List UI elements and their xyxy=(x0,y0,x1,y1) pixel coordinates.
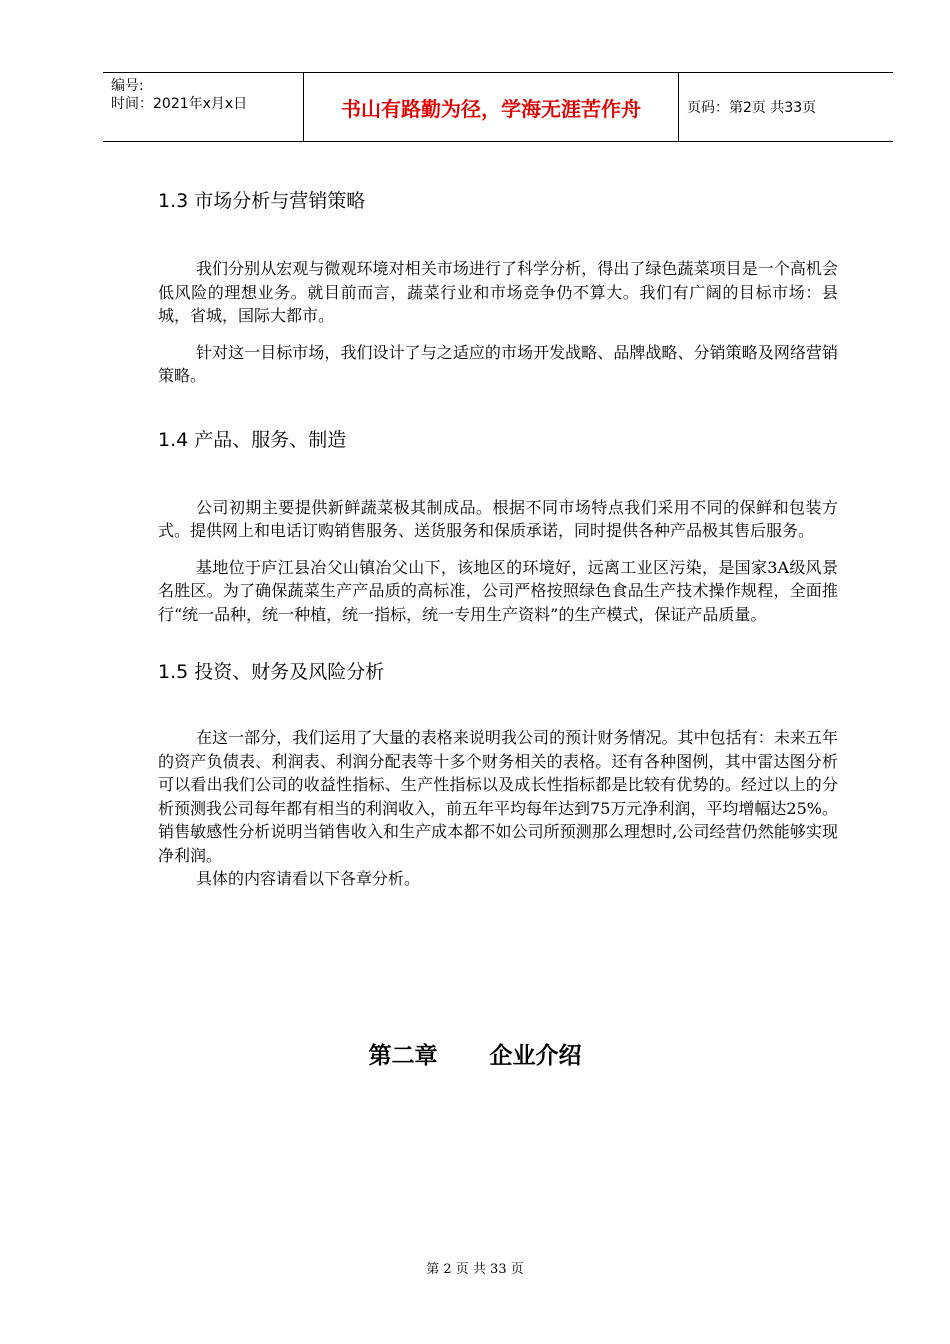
paragraph: 针对这一目标市场，我们设计了与之适应的市场开发战略、品牌战略、分销策略及网络营销策略。 xyxy=(158,342,838,385)
chapter-number: 第二章 xyxy=(368,1043,438,1069)
number-label: 编号: xyxy=(111,78,144,94)
document-body xyxy=(158,185,838,891)
date-label: 时间：2021年x月x日 xyxy=(111,96,248,112)
section-title: 1.5 投资、财务及风险分析 xyxy=(158,661,385,683)
section-title: 1.3 市场分析与营销策略 xyxy=(158,190,366,212)
chapter-title: 企业介绍 xyxy=(489,1043,582,1069)
header-motto: 书山有路勤为径，学海无涯苦作舟 xyxy=(304,73,679,141)
paragraph: 我们分别从宏观与微观环境对相关市场进行了科学分析，得出了绿色蔬菜项目是一个高机会低风险的理想业务。就目前而言，蔬菜行业和市场竞争仍不算大。我们有广阔的目标市场：县城，省城，国际大都市。 xyxy=(158,259,838,325)
section-title: 1.4 产品、服务、制造 xyxy=(158,428,347,451)
page-header xyxy=(103,72,893,142)
page-footer: 第 2 页 共 33 页 xyxy=(426,1262,524,1277)
paragraph: 基地位于庐江县冶父山镇冶父山下，该地区的环境好，远离工业区污染，是国家3A级风景名胜区。为了确保蔬菜生产产品质的高标准，公司严格按照绿色食品生产技术操作规程，全面推行“统一品种，统一种植，统一指标，统一专用生产资料”的生产模式，保证产品质量。 xyxy=(158,557,838,624)
header-page-info: 页码：第2页 共33页 xyxy=(687,100,817,116)
paragraph: 公司初期主要提供新鲜蔬菜极其制成品。根据不同市场特点我们采用不同的保鲜和包装方式。提供网上和电话订购销售服务、送货服务和保质承诺，同时提供各种产品极其售后服务。 xyxy=(158,497,838,540)
chapter-heading xyxy=(0,1037,950,1070)
paragraph: 在这一部分，我们运用了大量的表格来说明我公司的预计财务情况。其中包括有：未来五年的资产负债表、利润表、利润分配表等十多个财务相关的表格。还有各种图例，其中雷达图分析可以看出我们公司的收益性指标、生产性指标以及成长性指标都是比较有优势的。经过以上的分析预测我公司每年都有相当的利润收入，前五年平均每年达到75万元净利润，平均增幅达25%。销售敏感性分析说明当销售收入和生产成本都不如公司所预测那么理想时,公司经营仍然能够实现净利润。 xyxy=(158,728,838,865)
header-meta xyxy=(103,73,304,141)
paragraph: 具体的内容请看以下各章分析。 xyxy=(196,869,421,888)
